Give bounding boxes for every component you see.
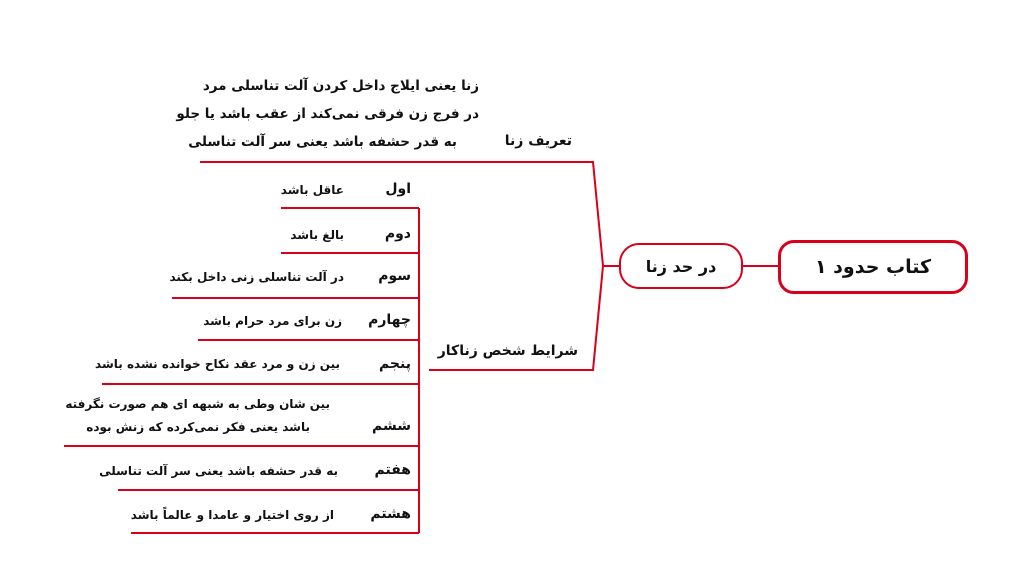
ordinal-4: چهارم bbox=[368, 312, 411, 328]
conditions-label[interactable]: شرایط شخص زناکار bbox=[437, 343, 578, 359]
definition-line-3: به قدر حشفه باشد یعنی سر آلت تناسلی bbox=[188, 134, 457, 150]
condition-1: عاقل باشد bbox=[280, 183, 344, 197]
ordinal-7: هفتم bbox=[374, 462, 411, 478]
condition-5: بین زن و مرد عقد نکاح خوانده نشده باشد bbox=[95, 357, 340, 371]
center-node[interactable]: در حد زنا bbox=[619, 243, 743, 289]
condition-6-line-1: بین شان وطی به شبهه ای هم صورت نگرفته bbox=[65, 397, 330, 411]
root-node[interactable]: کتاب حدود ۱ bbox=[778, 240, 968, 294]
condition-4: زن برای مرد حرام باشد bbox=[203, 314, 342, 328]
condition-8: از روی اختیار و عامدا و عالماً باشد bbox=[130, 508, 334, 522]
definition-line-1: زنا یعنی ایلاج داخل کردن آلت تناسلی مرد bbox=[202, 78, 479, 94]
ordinal-6: ششم bbox=[372, 418, 411, 434]
ordinal-1: اول bbox=[385, 181, 411, 197]
definition-line-2: در فرج زن فرقی نمی‌کند از عقب باشد یا جلو bbox=[176, 106, 479, 122]
center-to-definition-link bbox=[200, 162, 619, 266]
ordinal-3: سوم bbox=[378, 268, 411, 284]
ordinal-5: پنجم bbox=[378, 356, 411, 372]
condition-7: به قدر حشفه باشد یعنی سر آلت تناسلی bbox=[99, 464, 338, 478]
condition-3: در آلت تناسلی زنی داخل بکند bbox=[169, 270, 344, 284]
ordinal-8: هشتم bbox=[370, 506, 411, 522]
ordinal-2: دوم bbox=[384, 226, 411, 242]
definition-label[interactable]: تعریف زنا bbox=[504, 133, 572, 149]
condition-6-line-2: باشد یعنی فکر نمی‌کرده که زنش بوده bbox=[86, 420, 310, 434]
condition-2: بالغ باشد bbox=[290, 228, 344, 242]
